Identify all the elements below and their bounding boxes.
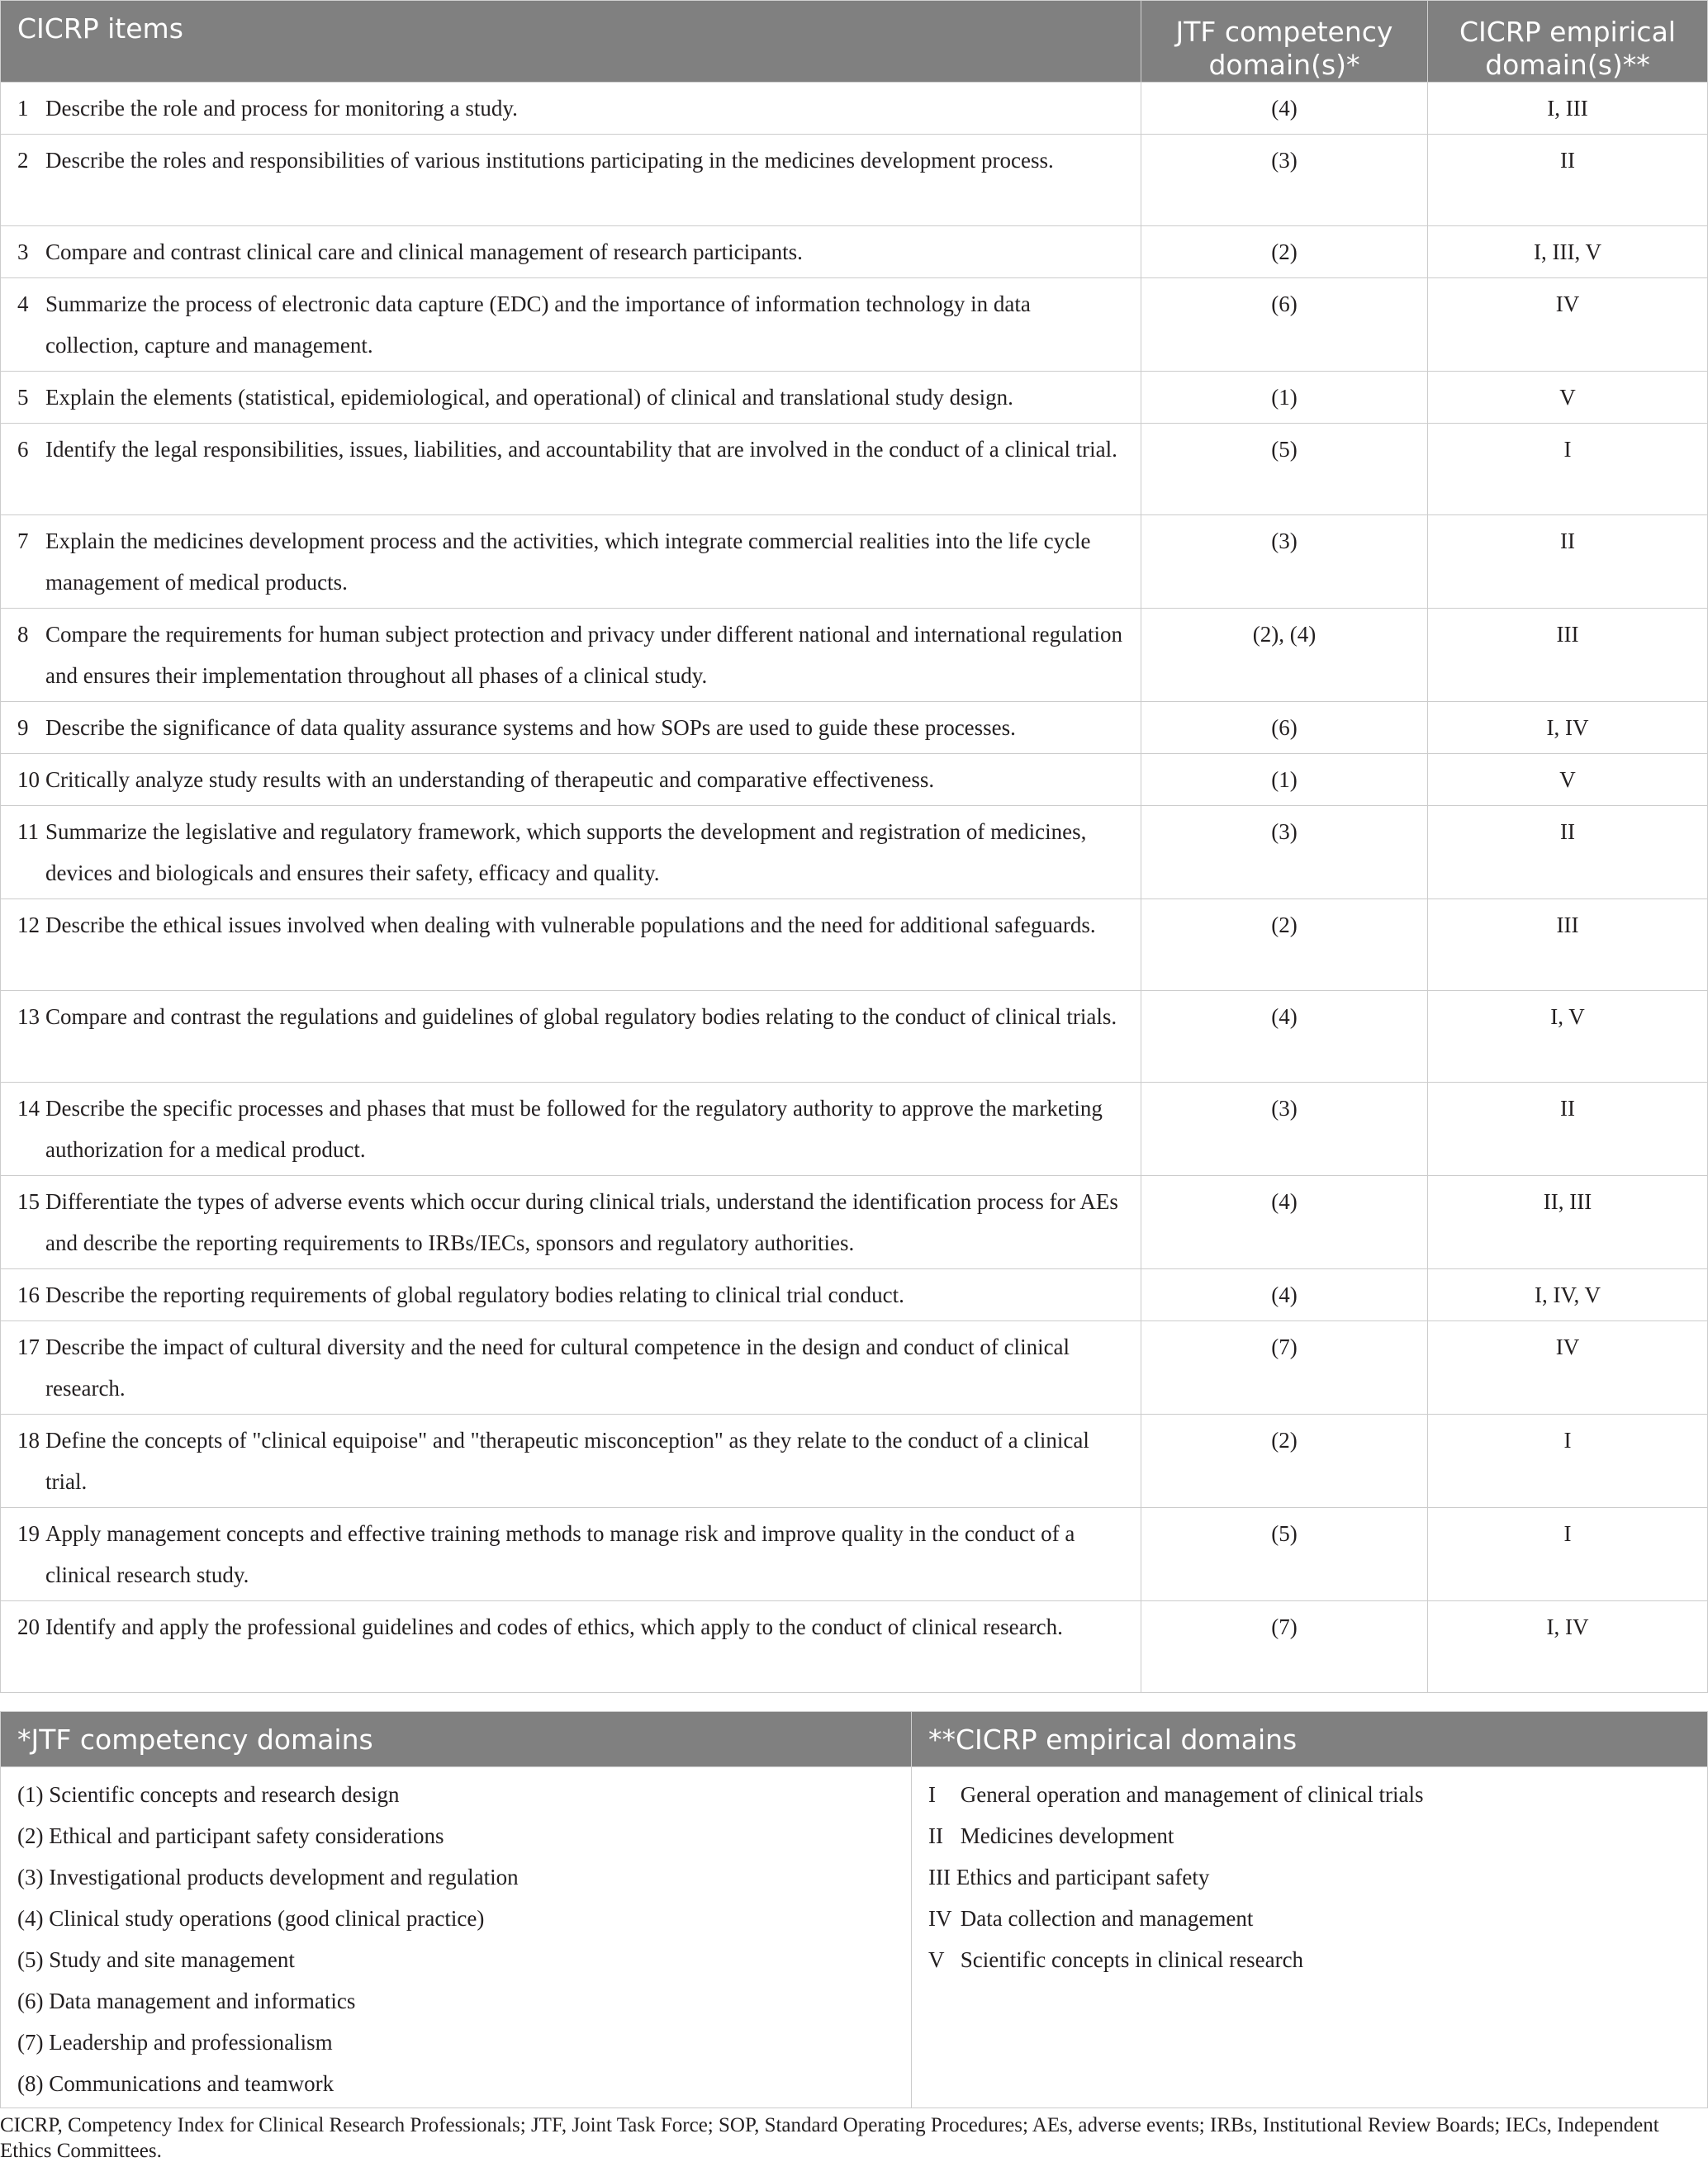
- jtf-domain-cell: (4): [1141, 1176, 1428, 1269]
- item-text: Describe the specific processes and phases that must be followed for the regulatory authority to approve the marketing authorization for a medical product.: [45, 1096, 1103, 1162]
- item-text: Differentiate the types of adverse events which occur during clinical trials, understand the identification process for AEs and describe the reporting requirements to IRBs/IECs, sponsors and regulatory authorities.: [45, 1189, 1118, 1255]
- table-row: [1, 135, 1708, 226]
- item-cell: [1, 1269, 1141, 1321]
- item-number: 4: [17, 292, 29, 316]
- item-number: 3: [17, 239, 29, 264]
- cicrp-domain-cell: I, IV, V: [1428, 1269, 1708, 1321]
- jtf-domain-cell: (2): [1141, 899, 1428, 991]
- legend-cicrp-code: I: [928, 1782, 936, 1807]
- legend-jtf-item: (6) Data management and informatics: [17, 1989, 356, 2013]
- item-number: 10: [17, 767, 40, 792]
- item-text: Compare and contrast clinical care and clinical management of research participants.: [45, 239, 803, 264]
- item-number: 11: [17, 819, 39, 844]
- jtf-domain-cell: (2): [1141, 226, 1428, 278]
- jtf-domain-cell: (2), (4): [1141, 609, 1428, 702]
- item-cell: [1, 991, 1141, 1083]
- item-cell: [1, 899, 1141, 991]
- item-text: Summarize the process of electronic data capture (EDC) and the importance of information technology in data collection, capture and management.: [45, 292, 1031, 358]
- jtf-domain-cell: (4): [1141, 991, 1428, 1083]
- legend-cicrp-label: Medicines development: [960, 1823, 1174, 1848]
- item-number: 15: [17, 1189, 40, 1214]
- legend-cicrp-list: [912, 1767, 1708, 2108]
- table-row: [1, 806, 1708, 899]
- legend-cicrp-title: **CICRP empirical domains: [912, 1712, 1708, 1767]
- legend-jtf-list: [1, 1767, 912, 2108]
- item-cell: [1, 1508, 1141, 1601]
- jtf-domain-cell: (7): [1141, 1321, 1428, 1415]
- table-header-row: [1, 1, 1708, 83]
- item-cell: [1, 1083, 1141, 1176]
- cicrp-domain-cell: I, IV: [1428, 702, 1708, 754]
- jtf-domain-cell: (5): [1141, 424, 1428, 515]
- legend-cicrp-item: [928, 1774, 1691, 1815]
- jtf-domain-cell: (5): [1141, 1508, 1428, 1601]
- legend-jtf-item: (8) Communications and teamwork: [17, 2071, 334, 2096]
- cicrp-domain-cell: I, III, V: [1428, 226, 1708, 278]
- item-cell: [1, 135, 1141, 226]
- item-cell: [1, 609, 1141, 702]
- legend-cicrp-code: V: [928, 1947, 945, 1972]
- legend-cicrp-item: [928, 1815, 1691, 1856]
- legend-header-row: [1, 1712, 1708, 1767]
- item-text: Identify the legal responsibilities, issues, liabilities, and accountability that are involved in the conduct of a clinical trial.: [45, 437, 1117, 462]
- cicrp-domain-cell: II: [1428, 515, 1708, 609]
- item-text: Describe the reporting requirements of global regulatory bodies relating to clinical trial conduct.: [45, 1283, 904, 1307]
- cicrp-domain-cell: III: [1428, 899, 1708, 991]
- jtf-domain-cell: (2): [1141, 1415, 1428, 1508]
- table-row: [1, 1083, 1708, 1176]
- legend-cicrp-item: [928, 1939, 1691, 1980]
- table-row: [1, 1601, 1708, 1693]
- table-row: [1, 754, 1708, 806]
- item-number: 12: [17, 913, 40, 937]
- cicrp-domain-cell: II: [1428, 1083, 1708, 1176]
- item-number: 6: [17, 437, 29, 462]
- item-number: 13: [17, 1004, 40, 1029]
- item-number: 16: [17, 1283, 40, 1307]
- item-text: Compare the requirements for human subject protection and privacy under different national and international regulation and ensures their implementation throughout all phases of a clinical study.: [45, 622, 1123, 688]
- item-cell: [1, 424, 1141, 515]
- cicrp-domain-cell: IV: [1428, 1321, 1708, 1415]
- cicrp-domain-cell: I: [1428, 1508, 1708, 1601]
- item-cell: [1, 372, 1141, 424]
- jtf-domain-cell: (3): [1141, 135, 1428, 226]
- item-number: 17: [17, 1335, 40, 1359]
- table-footnote: CICRP, Competency Index for Clinical Research Professionals; JTF, Joint Task Force; SOP, Standard Operating Procedures; AEs, adverse events; IRBs, Institutional Review Boards; IECs, Independent Ethics Committees.: [0, 2114, 1659, 2162]
- cicrp-domain-cell: IV: [1428, 278, 1708, 372]
- header-cicrp-items: CICRP items: [1, 1, 1141, 83]
- table-row: [1, 702, 1708, 754]
- item-cell: [1, 83, 1141, 135]
- cicrp-domain-cell: I, IV: [1428, 1601, 1708, 1693]
- jtf-domain-cell: (3): [1141, 1083, 1428, 1176]
- jtf-domain-cell: (4): [1141, 1269, 1428, 1321]
- cicrp-domain-cell: I: [1428, 1415, 1708, 1508]
- item-number: 18: [17, 1428, 40, 1453]
- legend-cicrp-code: III: [928, 1865, 951, 1889]
- item-number: 8: [17, 622, 29, 647]
- legend-cicrp-label: Ethics and participant safety: [956, 1865, 1210, 1889]
- legend-jtf-item: (7) Leadership and professionalism: [17, 2030, 333, 2055]
- legend-body-row: [1, 1767, 1708, 2108]
- legend-cicrp-label: General operation and management of clinical trials: [960, 1782, 1424, 1807]
- legend-jtf-item: (1) Scientific concepts and research design: [17, 1782, 400, 1807]
- table-row: [1, 278, 1708, 372]
- item-cell: [1, 1176, 1141, 1269]
- cicrp-domain-cell: II: [1428, 806, 1708, 899]
- item-cell: [1, 1321, 1141, 1415]
- domain-legend-table: [0, 1711, 1708, 2108]
- item-number: 19: [17, 1521, 40, 1546]
- cicrp-domain-cell: V: [1428, 754, 1708, 806]
- item-text: Summarize the legislative and regulatory framework, which supports the development and registration of medicines, devices and biologicals and ensures their safety, efficacy and quality.: [45, 819, 1087, 885]
- item-number: 1: [17, 96, 29, 121]
- table-row: [1, 515, 1708, 609]
- cicrp-domain-cell: I, III: [1428, 83, 1708, 135]
- item-number: 20: [17, 1614, 40, 1639]
- jtf-domain-cell: (4): [1141, 83, 1428, 135]
- legend-jtf-item: (5) Study and site management: [17, 1947, 295, 1972]
- item-number: 5: [17, 385, 29, 410]
- item-text: Describe the ethical issues involved when dealing with vulnerable populations and the need for additional safeguards.: [45, 913, 1096, 937]
- table-row: [1, 372, 1708, 424]
- jtf-domain-cell: (1): [1141, 372, 1428, 424]
- legend-cicrp-label: Data collection and management: [960, 1906, 1254, 1931]
- table-row: [1, 991, 1708, 1083]
- item-number: 2: [17, 148, 29, 173]
- item-number: 9: [17, 715, 29, 740]
- cicrp-domain-cell: V: [1428, 372, 1708, 424]
- item-text: Explain the elements (statistical, epidemiological, and operational) of clinical and translational study design.: [45, 385, 1013, 410]
- item-text: Compare and contrast the regulations and guidelines of global regulatory bodies relating to the conduct of clinical trials.: [45, 1004, 1117, 1029]
- item-cell: [1, 515, 1141, 609]
- jtf-domain-cell: (7): [1141, 1601, 1428, 1693]
- item-text: Identify and apply the professional guidelines and codes of ethics, which apply to the conduct of clinical research.: [45, 1614, 1063, 1639]
- item-text: Describe the impact of cultural diversity and the need for cultural competence in the design and conduct of clinical research.: [45, 1335, 1070, 1401]
- item-text: Critically analyze study results with an understanding of therapeutic and comparative effectiveness.: [45, 767, 935, 792]
- item-text: Explain the medicines development process and the activities, which integrate commercial realities into the life cycle management of medical products.: [45, 529, 1091, 595]
- table-row: [1, 899, 1708, 991]
- cicrp-domain-cell: I: [1428, 424, 1708, 515]
- item-text: Describe the significance of data quality assurance systems and how SOPs are used to guide these processes.: [45, 715, 1016, 740]
- item-cell: [1, 702, 1141, 754]
- legend-cicrp-item: [928, 1898, 1691, 1939]
- cicrp-domain-cell: II: [1428, 135, 1708, 226]
- jtf-domain-cell: (1): [1141, 754, 1428, 806]
- table-row: [1, 1415, 1708, 1508]
- table-row: [1, 1176, 1708, 1269]
- cicrp-domain-cell: III: [1428, 609, 1708, 702]
- cicrp-domain-cell: II, III: [1428, 1176, 1708, 1269]
- cicrp-domain-cell: I, V: [1428, 991, 1708, 1083]
- table-row: [1, 1269, 1708, 1321]
- item-cell: [1, 278, 1141, 372]
- item-cell: [1, 754, 1141, 806]
- legend-cicrp-item: [928, 1856, 1691, 1898]
- table-row: [1, 424, 1708, 515]
- item-text: Apply management concepts and effective training methods to manage risk and improve quality in the conduct of a clinical research study.: [45, 1521, 1075, 1587]
- legend-cicrp-code: II: [928, 1823, 943, 1848]
- legend-jtf-title: *JTF competency domains: [1, 1712, 912, 1767]
- item-text: Describe the roles and responsibilities of various institutions participating in the medicines development process.: [45, 148, 1054, 173]
- table-row: [1, 1508, 1708, 1601]
- legend-jtf-item: (4) Clinical study operations (good clinical practice): [17, 1906, 485, 1931]
- legend-cicrp-label: Scientific concepts in clinical research: [960, 1947, 1304, 1972]
- header-jtf-domains: JTF competency domain(s)*: [1141, 1, 1428, 83]
- legend-jtf-item: (3) Investigational products development and regulation: [17, 1865, 519, 1889]
- jtf-domain-cell: (6): [1141, 278, 1428, 372]
- item-cell: [1, 1601, 1141, 1693]
- jtf-domain-cell: (3): [1141, 515, 1428, 609]
- item-cell: [1, 806, 1141, 899]
- legend-jtf-item: (2) Ethical and participant safety considerations: [17, 1823, 444, 1848]
- jtf-domain-cell: (6): [1141, 702, 1428, 754]
- table-row: [1, 1321, 1708, 1415]
- item-text: Describe the role and process for monitoring a study.: [45, 96, 518, 121]
- item-number: 14: [17, 1096, 40, 1121]
- header-cicrp-domains: CICRP empirical domain(s)**: [1428, 1, 1708, 83]
- table-row: [1, 609, 1708, 702]
- jtf-domain-cell: (3): [1141, 806, 1428, 899]
- item-number: 7: [17, 529, 29, 553]
- item-cell: [1, 226, 1141, 278]
- item-text: Define the concepts of "clinical equipoise" and "therapeutic misconception" as they relate to the conduct of a clinical trial.: [45, 1428, 1089, 1494]
- item-cell: [1, 1415, 1141, 1508]
- legend-cicrp-code: IV: [928, 1906, 952, 1931]
- table-row: [1, 83, 1708, 135]
- table-row: [1, 226, 1708, 278]
